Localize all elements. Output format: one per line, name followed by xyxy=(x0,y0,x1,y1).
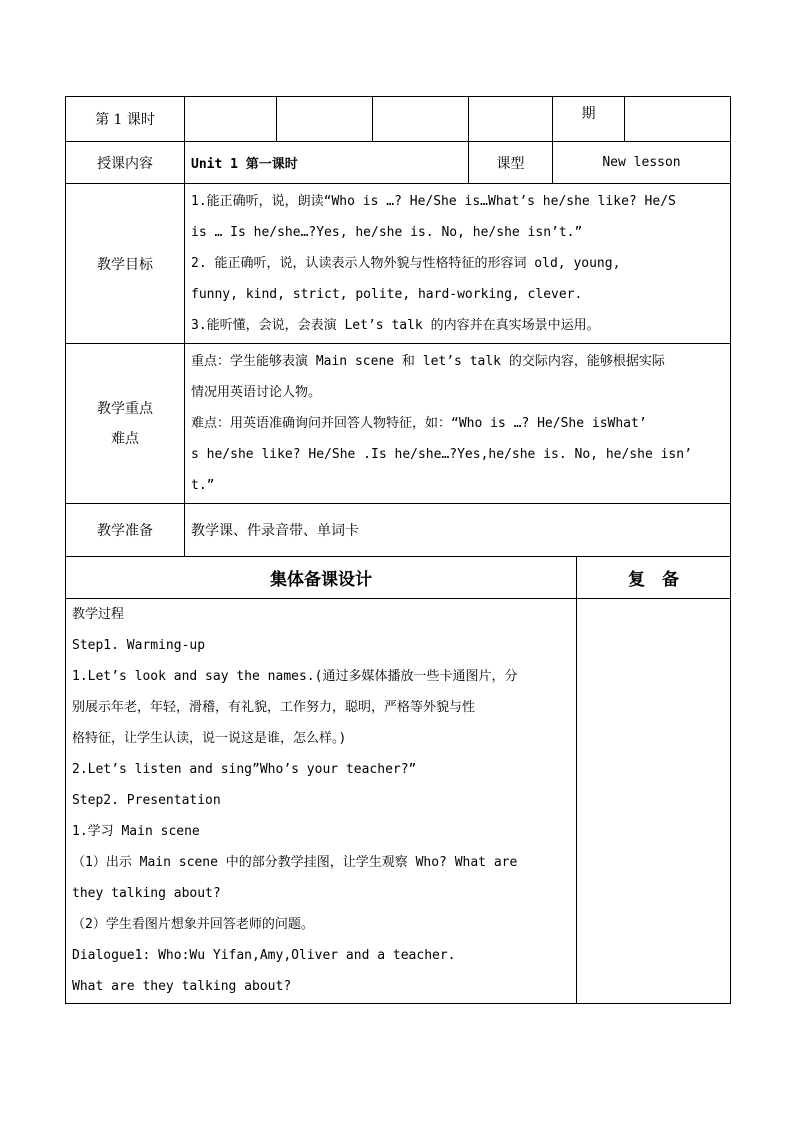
key-points-content xyxy=(185,344,731,504)
row-key-points xyxy=(66,344,731,504)
blank-cell-2 xyxy=(277,97,373,142)
key-point-line: t.” xyxy=(191,478,215,493)
blank-cell-1 xyxy=(185,97,277,142)
row-lesson-content xyxy=(66,142,731,184)
period-label: 期 xyxy=(553,97,625,142)
teaching-process-content xyxy=(66,599,577,1004)
objectives-label: 教学目标 xyxy=(66,184,185,344)
process-line: （1）出示 Main scene 中的部分教学挂图，让学生观察 Who? What are xyxy=(72,855,518,870)
preparation-content: 教学课、件录音带、单词卡 xyxy=(185,504,731,557)
key-point-line: 情况用英语讨论人物。 xyxy=(191,385,322,400)
row-preparation xyxy=(66,504,731,557)
objective-line: is … Is he/she…?Yes, he/she is. No, he/she isn’t.” xyxy=(191,225,583,240)
content-value: Unit 1 第一课时 xyxy=(185,142,469,184)
process-line: Step2. Presentation xyxy=(72,793,221,808)
process-line: 别展示年老，年轻，滑稽，有礼貌，工作努力，聪明，严格等外貌与性 xyxy=(72,700,476,715)
collective-design-header: 集体备课设计 xyxy=(66,557,577,599)
key-point-line: 重点：学生能够表演 Main scene 和 let’s talk 的交际内容，能够根据实际 xyxy=(191,354,665,369)
key-points-label xyxy=(66,344,185,504)
content-label: 授课内容 xyxy=(66,142,185,184)
row-design-header xyxy=(66,557,731,599)
process-line: 1.Let’s look and say the names.(通过多媒体播放一些卡通图片，分 xyxy=(72,669,518,684)
process-line: What are they talking about? xyxy=(72,979,292,994)
process-line: 格特征，让学生认读，说一说这是谁，怎么样。) xyxy=(72,731,347,746)
process-line: （2）学生看图片想象并回答老师的问题。 xyxy=(72,917,314,932)
row-lesson-number xyxy=(66,97,731,142)
process-line: 2.Let’s listen and sing”Who’s your teacher?” xyxy=(72,762,417,777)
objective-line: 2. 能正确听，说，认读表示人物外貌与性格特征的形容词 old, young, xyxy=(191,256,621,271)
key-point-line: s he/she like? He/She .Is he/she…?Yes,he/she is. No, he/she isn’ xyxy=(191,447,692,462)
row-teaching-process xyxy=(66,599,731,1004)
review-header: 复 备 xyxy=(577,557,731,599)
process-line: 1.学习 Main scene xyxy=(72,824,200,839)
lesson-type-label: 课型 xyxy=(469,142,553,184)
process-line: Dialogue1: Who:Wu Yifan,Amy,Oliver and a teacher. xyxy=(72,948,456,963)
lesson-type-value: New lesson xyxy=(553,142,731,184)
key-points-label-line1: 教学重点 xyxy=(97,400,153,417)
lesson-plan-page xyxy=(65,96,730,1004)
process-line: Step1. Warming-up xyxy=(72,638,206,653)
review-notes-cell xyxy=(577,599,731,1004)
key-points-label-line2: 难点 xyxy=(111,430,139,447)
objective-line: 1.能正确听，说，朗读“Who is …? He/She is…What’s he/she like? He/S xyxy=(191,194,676,209)
row-objectives xyxy=(66,184,731,344)
blank-cell-5 xyxy=(625,97,731,142)
objective-line: 3.能听懂，会说，会表演 Let’s talk 的内容并在真实场景中运用。 xyxy=(191,318,600,333)
objectives-content xyxy=(185,184,731,344)
blank-cell-4 xyxy=(469,97,553,142)
objective-line: funny, kind, strict, polite, hard-working, clever. xyxy=(191,287,583,302)
lesson-number-label: 第 1 课时 xyxy=(66,97,185,142)
preparation-label: 教学准备 xyxy=(66,504,185,557)
blank-cell-3 xyxy=(373,97,469,142)
lesson-plan-table xyxy=(65,96,731,1004)
process-line: 教学过程 xyxy=(72,607,125,622)
key-point-line: 难点：用英语准确询问并回答人物特征，如：“Who is …? He/She isWhat’ xyxy=(191,416,647,431)
process-line: they talking about? xyxy=(72,886,221,901)
